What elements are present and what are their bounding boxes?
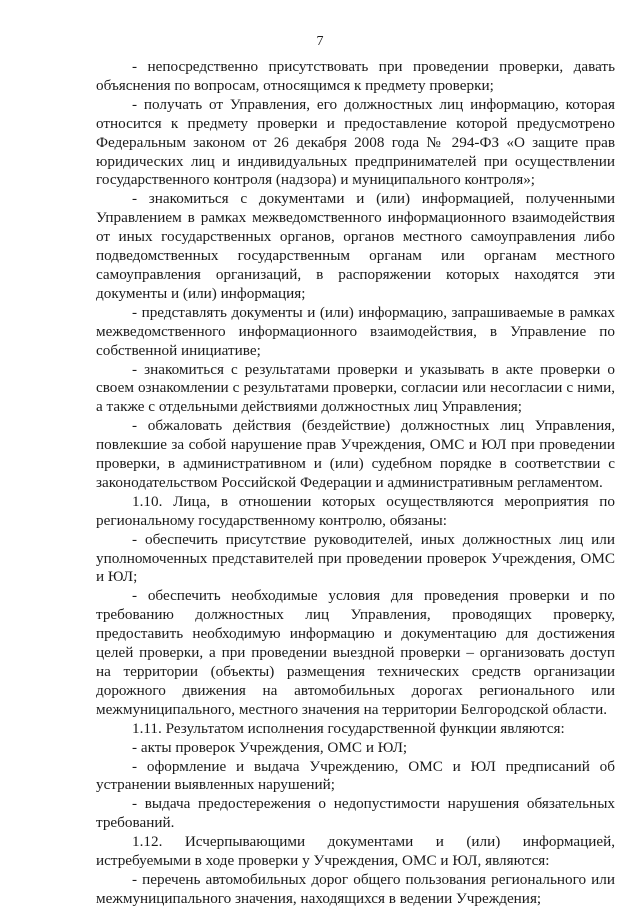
document-body <box>96 58 615 909</box>
paragraph-section-1-11: 1.11. Результатом исполнения государственной функции являются: <box>132 719 565 737</box>
paragraph-right-explanations: - непосредственно присутствовать при проведении проверки, давать объяснения по вопросам, относящимся к предмету проверки; <box>96 58 615 94</box>
paragraph-result-orders: - оформление и выдача Учреждению, ОМС и ЮЛ предписаний об устранении выявленных нарушений; <box>96 757 615 794</box>
paragraph-right-appeal: - обжаловать действия (бездействие) должностных лиц Управления, повлекшие за собой нарушение прав Учреждения, ОМС и ЮЛ при проведении проверки, в административном и (или) судебном порядке в соответствии с законодательством Российской Федерации и административным регламентом. <box>96 417 615 491</box>
paragraph-section-1-10: 1.10. Лица, в отношении которых осуществляются мероприятия по региональному государственному контролю, обязаны: <box>96 492 615 529</box>
paragraph-duty-conditions: - обеспечить необходимые условия для проведения проверки и по требованию должностных лиц Управления, проводящих проверку, предоставить необходимую информацию и документацию для достижения целей проверки, а при проведении выездной проверки – организовать доступ на территории (объекты) размещения технических средств организации дорожного движения на автомобильных дорогах регионального или межмуниципального, местного значения на территории Белгородской области. <box>96 587 615 718</box>
page-number: 7 <box>316 34 324 49</box>
paragraph-document-road-list: - перечень автомобильных дорог общего пользования регионального или межмуниципального значения, находящихся в ведении Учреждения; <box>96 870 615 907</box>
paragraph-right-receive-information: - получать от Управления, его должностных лиц информацию, которая относится к предмету проверки и предоставление которой предусмотрено Федеральным законом от 26 декабря 2008 года № 294-ФЗ «О защите прав юридических лиц и индивидуальных предпринимателей при осуществлении государственного контроля (надзора) и муниципального контроля»; <box>96 95 615 189</box>
paragraph-right-review-documents: - знакомиться с документами и (или) информацией, полученными Управлением в рамках межведомственного информационного взаимодействия от иных государственных органов, органов местного самоуправления либо подведомственных государственным органам или органам местного самоуправления организаций, в распоряжении которых находятся эти документы и (или) информация; <box>96 190 615 302</box>
paragraph-section-1-12: 1.12. Исчерпывающими документами и (или) информацией, истребуемыми в ходе проверки у Учреждения, ОМС и ЮЛ, являются: <box>96 833 615 870</box>
paragraph-result-warnings: - выдача предостережения о недопустимости нарушения обязательных требований. <box>96 795 615 832</box>
paragraph-result-acts: - акты проверок Учреждения, ОМС и ЮЛ; <box>132 738 408 756</box>
paragraph-right-review-results: - знакомиться с результатами проверки и указывать в акте проверки о своем ознакомлении с результатами проверки, согласии или несогласии с ними, а также с отдельными действиями должностных лиц Управления; <box>96 360 615 416</box>
paragraph-duty-presence: - обеспечить присутствие руководителей, иных должностных лиц или уполномоченных представителей при проведении проверок Учреждения, ОМС и ЮЛ; <box>96 530 615 586</box>
paragraph-right-submit-documents: - представлять документы и (или) информацию, запрашиваемые в рамках межведомственного информационного взаимодействия, в Управление по собственной инициативе; <box>96 303 615 359</box>
